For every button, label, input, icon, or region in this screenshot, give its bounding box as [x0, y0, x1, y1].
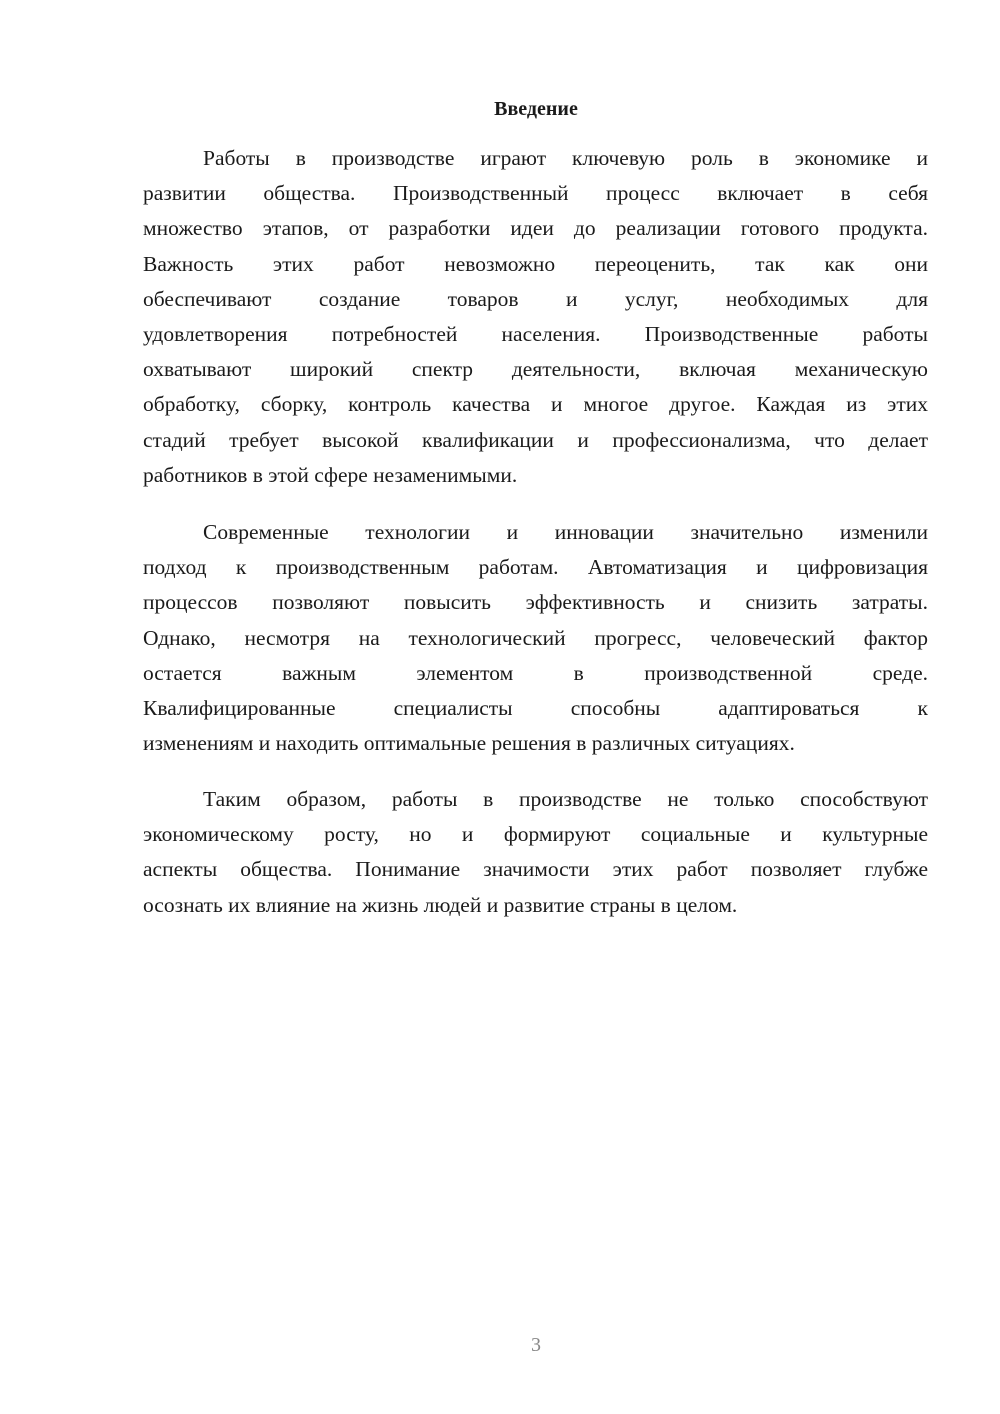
text-line: работников в этой сфере незаменимыми. [143, 462, 518, 487]
text-line: Современные технологии и инновации значительно изменили [203, 520, 928, 544]
text-line: осознать их влияние на жизнь людей и развитие страны в целом. [143, 892, 738, 917]
text-line: охватывают широкий спектр деятельности, включая механическую [143, 357, 928, 382]
text-line: Важность этих работ невозможно переоценить, так как они [143, 251, 928, 276]
paragraph-1 [143, 141, 928, 493]
paragraph-3 [143, 782, 928, 923]
text-line: множество этапов, от разработки идеи до реализации готового продукта. [143, 216, 928, 241]
text-line: Однако, несмотря на технологический прогресс, человеческий фактор [143, 625, 928, 650]
text-line: аспекты общества. Понимание значимости этих работ позволяет глубже [143, 857, 928, 882]
page-number: 3 [531, 1334, 541, 1356]
text-line: процессов позволяют повысить эффективность и снизить затраты. [143, 590, 928, 615]
section-title: Введение [494, 98, 578, 120]
text-line: Работы в производстве играют ключевую роль в экономике и [203, 146, 928, 170]
text-line: удовлетворения потребностей населения. Производственные работы [143, 321, 928, 346]
text-line: остается важным элементом в производственной среде. [143, 660, 928, 685]
paragraph-2 [143, 515, 928, 761]
text-line: Таким образом, работы в производстве не только способствуют [203, 787, 928, 811]
text-line: подход к производственным работам. Автоматизация и цифровизация [143, 555, 928, 580]
text-line: Квалифицированные специалисты способны адаптироваться к [143, 695, 928, 720]
text-line: обеспечивают создание товаров и услуг, необходимых для [143, 286, 928, 311]
text-line: экономическому росту, но и формируют социальные и культурные [143, 822, 928, 847]
text-line: стадий требует высокой квалификации и профессионализма, что делает [143, 427, 928, 452]
text-line: развитии общества. Производственный процесс включает в себя [143, 181, 928, 206]
text-line: изменениям и находить оптимальные решения в различных ситуациях. [143, 731, 795, 756]
text-line: обработку, сборку, контроль качества и многое другое. Каждая из этих [143, 392, 928, 417]
